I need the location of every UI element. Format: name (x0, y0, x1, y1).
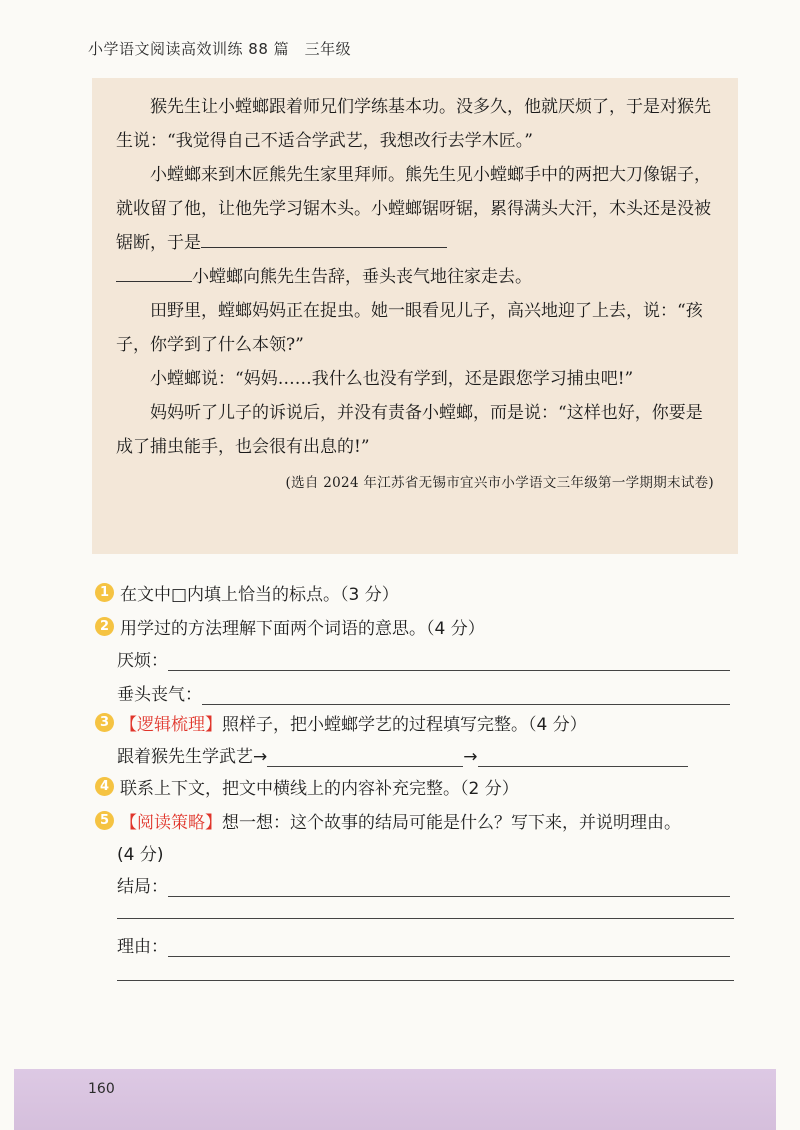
passage-paragraph-4: 田野里，螳螂妈妈正在捉虫。她一眼看见儿子，高兴地迎了上去，说：“孩子，你学到了什么本领?” (116, 301, 703, 355)
answer-line-ending-2[interactable] (117, 918, 734, 919)
passage-paragraph-2-text: 小螳螂来到木匠熊先生家里拜师。熊先生见小螳螂手中的两把大刀像锯子，就收留了他，让他先学习锯木头。小螳螂锯呀锯，累得满头大汗，木头还是没被锯断，于是 (116, 165, 711, 253)
answer-line-step-3[interactable] (478, 765, 688, 767)
answer-label: 厌烦： (117, 651, 168, 671)
passage-paragraph-2 (116, 158, 714, 260)
question-3 (95, 710, 587, 735)
question-4 (95, 774, 519, 799)
answer-line[interactable] (168, 669, 730, 671)
question-1 (95, 580, 399, 605)
passage-fill-blank[interactable] (201, 227, 447, 248)
question-number-badge: 5 (95, 811, 114, 830)
answer-line-reason-2[interactable] (117, 980, 734, 981)
passage-paragraph-5: 小螳螂说：“妈妈……我什么也没有学到，还是跟您学习捕虫吧!” (150, 369, 634, 389)
page-footer-band (14, 1069, 776, 1130)
answer-label: 结局： (117, 877, 168, 897)
answer-label: 理由： (117, 937, 168, 957)
answer-row-process (117, 742, 688, 767)
question-5 (95, 808, 681, 833)
question-number-badge: 3 (95, 713, 114, 732)
passage-source: (选自 2024 年江苏省无锡市宜兴市小学语文三年级第一学期期末试卷) (285, 475, 714, 491)
question-text: 在文中□内填上恰当的标点。（3 分） (120, 585, 399, 605)
answer-row-ending (117, 872, 730, 897)
question-points: (4 分) (117, 845, 164, 865)
arrow-label: → (463, 747, 478, 767)
question-text: 照样子，把小螳螂学艺的过程填写完整。（4 分） (222, 715, 587, 735)
answer-line-step-2[interactable] (267, 765, 463, 767)
question-number-badge: 1 (95, 583, 114, 602)
question-tag: 【逻辑梳理】 (120, 715, 222, 735)
answer-label: 跟着猴先生学武艺→ (117, 747, 268, 767)
answer-row-reason (117, 932, 730, 957)
answer-line[interactable] (202, 703, 730, 705)
answer-row-chuitousangqi (117, 680, 730, 705)
question-number-badge: 4 (95, 777, 114, 796)
question-text: 想一想：这个故事的结局可能是什么？写下来，并说明理由。 (222, 813, 681, 833)
passage-fill-blank-continued[interactable] (116, 261, 192, 282)
passage-paragraph-3 (116, 260, 714, 294)
question-tag: 【阅读策略】 (120, 813, 222, 833)
question-5-points (117, 840, 163, 865)
book-header: 小学语文阅读高效训练 88 篇 三年级 (88, 40, 352, 58)
passage-paragraph-3-text: 小螳螂向熊先生告辞，垂头丧气地往家走去。 (192, 267, 532, 287)
answer-row-yanfan (117, 646, 730, 671)
answer-label: 垂头丧气： (117, 685, 202, 705)
question-text: 联系上下文，把文中横线上的内容补充完整。（2 分） (120, 779, 519, 799)
passage-paragraph-1: 猴先生让小螳螂跟着师兄们学练基本功。没多久，他就厌烦了，于是对猴先生说：“我觉得自己不适合学武艺，我想改行去学木匠。” (116, 97, 711, 151)
question-number-badge: 2 (95, 617, 114, 636)
question-text: 用学过的方法理解下面两个词语的意思。（4 分） (120, 619, 485, 639)
answer-line[interactable] (168, 955, 730, 957)
page-number: 160 (88, 1081, 115, 1097)
answer-line[interactable] (168, 895, 730, 897)
question-2 (95, 614, 485, 639)
reading-passage (92, 78, 738, 554)
passage-paragraph-6: 妈妈听了儿子的诉说后，并没有责备小螳螂，而是说：“这样也好，你要是成了捕虫能手，也会很有出息的!” (116, 403, 703, 457)
